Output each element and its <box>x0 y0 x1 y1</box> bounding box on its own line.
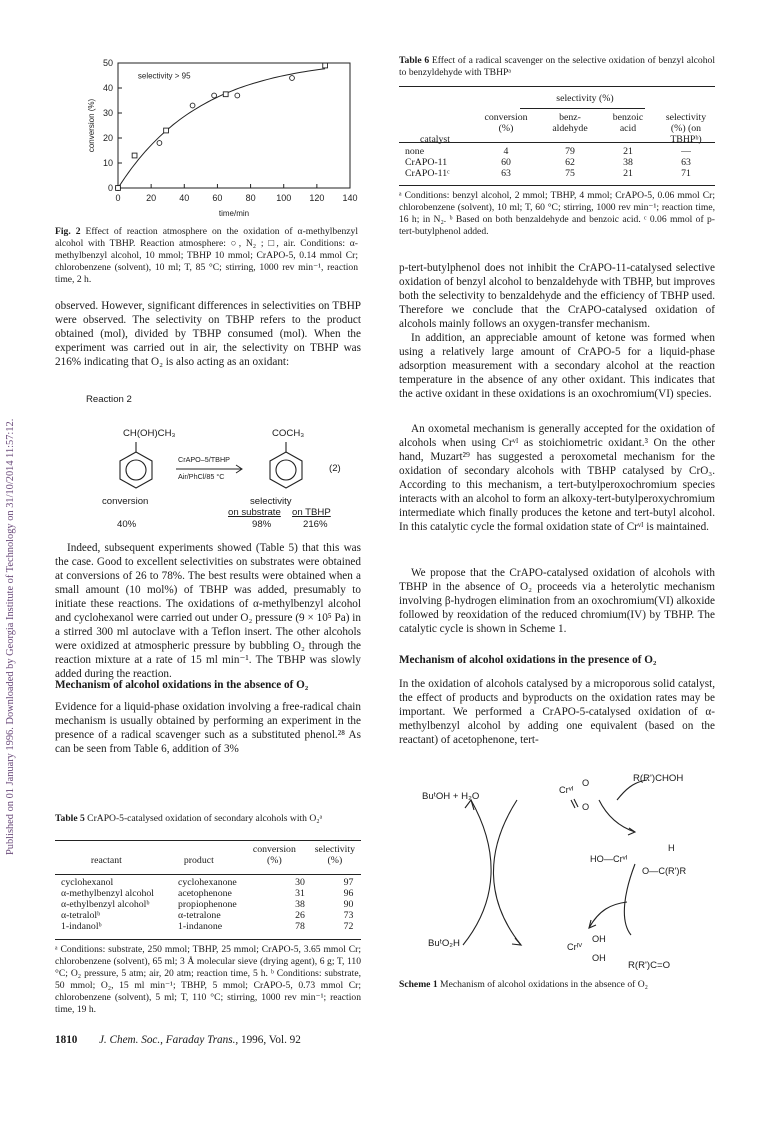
scheme1-right-arc <box>493 800 521 945</box>
plot-frame <box>118 63 350 188</box>
table5-top-rule <box>55 840 361 841</box>
table6-body <box>399 146 715 179</box>
y-tick-label: 50 <box>102 58 113 68</box>
data-point-square <box>116 186 121 191</box>
scheme1-top-right: R(R')CHOH <box>633 773 684 784</box>
benzene-ring-reactant <box>120 442 152 488</box>
reaction2-product: COCH₃ <box>272 428 305 439</box>
journal-name: J. Chem. Soc., Faraday Trans., <box>98 1034 239 1046</box>
y-tick-label: 0 <box>107 183 113 193</box>
table-row: α-ethylbenzyl alcoholᵇ propiophenone 38 90 <box>61 899 354 910</box>
table-row: α-tetralolᵇ α-tetralone 26 73 <box>61 910 354 921</box>
scheme1-cr-vi: Crᵛᴵ <box>559 785 574 795</box>
y-tick-label: 20 <box>102 133 113 143</box>
fig2-chart <box>80 55 360 225</box>
data-point-circle <box>212 93 217 98</box>
reaction2-number: (2) <box>329 463 341 474</box>
x-tick-label: 40 <box>179 193 190 203</box>
table6-header-benzoic-acid: benzoic acid <box>612 112 644 134</box>
page-footer <box>55 1034 301 1046</box>
scheme1-int-to-criv <box>624 864 635 935</box>
left-section-heading: Mechanism of alcohol oxidations in the absence of O₂ <box>55 679 309 691</box>
table6-title: Table 6 Effect of a radical scavenger on the selective oxidation of benzyl alcohol to benzyldehyde with TBHPᵃ <box>399 55 715 78</box>
right-section-heading: Mechanism of alcohol oxidations in the presence of O₂ <box>399 654 657 666</box>
data-point-square <box>132 153 137 158</box>
scheme1-bottom-right: R(R')C=O <box>628 960 671 971</box>
table5-header-conversion: conversion (%) <box>252 844 296 866</box>
x-tick-label: 100 <box>276 193 292 203</box>
table5-title: Table 5 CrAPO-5-catalysed oxidation of secondary alcohols with O₂ᵃ <box>55 813 323 824</box>
data-point-square <box>323 63 328 68</box>
x-tick-label: 20 <box>146 193 157 203</box>
scheme1-br-arc <box>589 902 627 928</box>
reaction2-tbhp-value: 216% <box>303 519 328 530</box>
scheme1-oh-1: OH <box>592 934 606 944</box>
reaction2-conversion-label: conversion <box>102 496 149 507</box>
scheme1-cr-iv: Crᴵⱽ <box>567 942 583 952</box>
y-tick-label: 40 <box>102 83 113 93</box>
table6-bottom-rule <box>399 185 715 186</box>
table-row: none 4 79 21 — <box>405 146 691 157</box>
table-row: CrAPO-11 60 62 38 63 <box>405 157 691 168</box>
scheme1-cr-to-int <box>599 800 635 832</box>
y-axis-label: conversion (%) <box>87 98 96 153</box>
reaction2-arrow-bottom: Air/PhCl/85 °C <box>178 472 225 481</box>
data-point-circle <box>235 93 240 98</box>
table5-grid <box>55 844 361 866</box>
reaction2-conversion-value: 40% <box>117 519 137 530</box>
reaction2-title: Reaction 2 <box>86 394 132 405</box>
x-tick-label: 140 <box>342 193 358 203</box>
table5-header-reactant: reactant <box>90 855 122 866</box>
right-paragraph-1: p-tert-butylphenol does not inhibit the CrAPO-11-catalysed selective oxidation of benzyl alcohol to benzaldehyde with TBHP, but improves both the selectivity to benzaldehyde and the efficiency of TBHP used. Therefore we conclude that the CrAPO-catalysed oxidation of alcohols mainly follows an oxygen-transfer mechanism. <box>399 262 715 330</box>
table5 <box>55 844 361 866</box>
left-paragraph-3: Evidence for a liquid-phase oxidation involving a free-radical chain mechanism is usually obtained by performing an experiment in the presence of a radical scavenger such as a substituted phenol.²⁸ As can be seen from Table 6, addition of 3% <box>55 701 361 755</box>
table-row: cyclohexanol cyclohexanone 30 97 <box>61 877 354 888</box>
data-point-circle <box>157 141 162 146</box>
table6-footnote: ᵃ Conditions: benzyl alcohol, 2 mmol; TBHP, 4 mmol; CrAPO-5, 0.06 mmol Cr; chlorobenzene (solvent), 10 ml; T, 60 °C; stirring, 1000 rev min⁻¹; reaction time, 16 h; in N₂. ᵇ Based on both benzaldehyde and benzoic acid. ᶜ 0.06 mmol of p-tert-butylphenol added. <box>399 190 715 237</box>
scheme1-intermediate-right: O—C(R')R <box>642 866 687 876</box>
y-tick-label: 30 <box>102 108 113 118</box>
scheme1-caption: Scheme 1 Mechanism of alcohol oxidations in the absence of O₂ <box>399 979 648 990</box>
table5-body <box>55 877 361 932</box>
data-point-square <box>223 92 228 97</box>
scheme1-bottom-left: BuᵗO₂H <box>428 938 460 949</box>
table6-header-row <box>399 112 715 145</box>
data-point-circle <box>290 76 295 81</box>
x-tick-label: 60 <box>212 193 223 203</box>
scheme1-intermediate-left: HO—Crᵛᴵ <box>590 854 628 864</box>
right-paragraph-2: In addition, an appreciable amount of ketone was formed when using a relatively large amount of CrAPO-5 for a liquid-phase adsorption measurement with a secondary alcohol at the reaction temperature in the absence of any other oxidant. This indicates that the active oxidant in these oxidations is an oxochromium(VI) species. <box>399 332 715 400</box>
table5-header-rule <box>55 874 361 875</box>
page-number: 1810 <box>55 1034 78 1046</box>
table-row: α-methylbenzyl alcohol acetophenone 31 96 <box>61 888 354 899</box>
reaction2-on-tbhp: on TBHP <box>292 507 331 518</box>
scheme1-o-2: O <box>582 802 590 812</box>
right-paragraph-3: An oxometal mechanism is generally accepted for the oxidation of alcohols when using Crᵛᴵ as stoichiometric oxidant.³ On the other hand, Muzart²⁹ has suggested a peroxometal mechanism for the oxidation of secondary alcohols with TBHP catalysed by CrO₃. According to this mechanism, a tert-butylperoxochromium species interacts with an alcohol to form an alkoxy-tert-butylperoxychromium intermediate which finally produces the ketone and tert-butyl alcohol. In this catalytic cycle the formal oxidation state of Crᵛᴵ is maintained. <box>399 423 715 533</box>
scheme1-o-1: O <box>582 778 590 788</box>
scheme1-h: H <box>668 843 675 853</box>
x-tick-label: 80 <box>245 193 256 203</box>
fit-curve <box>118 69 325 188</box>
table6 <box>399 112 715 145</box>
fig2-caption: Fig. 2 Effect of reaction atmosphere on the oxidation of α-methylbenzyl alcohol with TBHP. Reaction atmosphere: ○, N₂ ; □, air. Conditions: α-methylbenzyl alcohol, 10 mmol; TBHP 10 mmol; CrAPO-5, 0.14 mmol Cr; chlorobenzene (solvent), 10 ml; T, 85 °C; stirring, 1000 rev min⁻¹, reaction time, 2 h. <box>55 226 358 285</box>
x-tick-label: 120 <box>309 193 325 203</box>
reaction2-structures <box>100 430 340 500</box>
table5-header-selectivity: selectivity (%) <box>314 844 355 866</box>
data-point-square <box>164 128 169 133</box>
reaction2-arrow-top: CrAPO–5/TBHP <box>178 455 230 464</box>
table6-header-rule <box>399 142 715 143</box>
chart-annotation: selectivity > 95 <box>137 71 191 81</box>
table6-group-rule <box>520 108 645 109</box>
table6-header-catalyst: catalyst <box>420 134 450 145</box>
table6-header-selectivity-tbhp: selectivity (%) (on TBHPᵇ) <box>665 112 707 145</box>
benzene-ring-product <box>270 442 302 488</box>
table-row: CrAPO-11ᶜ 63 75 21 71 <box>405 168 691 179</box>
table6-group-header: selectivity (%) <box>556 93 614 104</box>
reaction2-reactant: CH(OH)CH₃ <box>123 428 176 439</box>
table6-header-benzaldehyde: benz-aldehyde <box>552 112 588 134</box>
table5-header-product: product <box>183 855 214 866</box>
scheme1-left-arc <box>463 800 491 945</box>
scheme1-oh-2: OH <box>592 953 606 963</box>
scheme1-top-left: BuᵗOH + H₂O <box>422 791 480 802</box>
table-row: 1-indanolᵇ 1-indanone 78 72 <box>61 921 354 932</box>
table5-footnote: ᵃ Conditions: substrate, 250 mmol; TBHP, 25 mmol; CrAPO-5, 3.65 mmol Cr; chlorobenzene (solvent), 65 ml; 3 Å molecular sieve (drying agent), 6 g; T, 110 °C; O₂ pressure, 5 atm; air, 20 atm; reaction time, 5 h. ᵇ Conditions: substrate, 50 mmol; O₂, 15 ml min⁻¹; TBHP, 5 mmol; CrAPO-5, 0.73 mmol Cr; chlorobenzene (solvent), 5 ml; T, 110 °C; stirring, 1000 rev min⁻¹; reaction time, 19 h. <box>55 944 361 1015</box>
left-paragraph-2: Indeed, subsequent experiments showed (Table 5) that this was the case. Good to excellent selectivities on substrates were obtained at conversions of 26 to 78%. The best results were obtained when a small amount (10 mol%) of TBHP was added, presumably to initiate these reactions. The oxidations of α-methylbenzyl alcohol and cyclohexanol were carried out under O₂ pressure (9 × 10⁵ Pa) in a stirred 300 ml autoclave with a Teflon insert. The other alcohols were oxidized at atmospheric pressure by bubbling O₂ through the reaction mixture at a rate of 15 ml min⁻¹. The TBHP was slowly added during the reaction. <box>55 542 361 680</box>
journal-year-volume: 1996, Vol. 92 <box>238 1034 301 1046</box>
right-paragraph-4: We propose that the CrAPO-catalysed oxidation of alcohols with TBHP in the absence of O₂ proceeds via a heterolytic mechanism involving β-hydrogen elimination from an oxochromium(VI) alkoxide followed by reoxidation of the reduced chromium(IV) by TBHP. The catalytic cycle is shown in Scheme 1. <box>399 567 715 635</box>
reaction2-selectivity-label: selectivity <box>250 496 292 507</box>
table5-bottom-rule <box>55 939 361 940</box>
side-provenance-note: Published on 01 January 1996. Downloaded by Georgia Institute of Technology on 31/10/2014 11:57:12. <box>5 418 16 855</box>
reaction2-substrate-value: 98% <box>252 519 272 530</box>
data-point-circle <box>190 103 195 108</box>
y-tick-label: 10 <box>102 158 113 168</box>
table5-header-row <box>55 844 361 866</box>
table6-top-rule <box>399 86 715 87</box>
table6-header-conversion: conversion (%) <box>484 112 528 134</box>
x-axis-label: time/min <box>218 209 250 218</box>
scheme1-right-arrowhead <box>512 938 521 945</box>
x-tick-label: 0 <box>115 193 121 203</box>
left-paragraph-1: observed. However, significant differences in selectivities on TBHP were observed. The selectivity on TBHP refers to the product obtained (mol), divided by TBHP consumed (mol). When the experiment was carried out in air, the selectivity on TBHP was 216% indicating that O₂ is also acting as an oxidant: <box>55 300 361 368</box>
reaction2-on-substrate: on substrate <box>228 507 281 518</box>
right-paragraph-5: In the oxidation of alcohols catalysed by a microporous solid catalyst, the effect of products and byproducts on the oxidation rates may be important. We performed a CrAPO-5-catalysed oxidation of α-methylbenzyl alcohol by adding one equivalent (based on the reactant) of acetophenone, tert- <box>399 678 715 746</box>
